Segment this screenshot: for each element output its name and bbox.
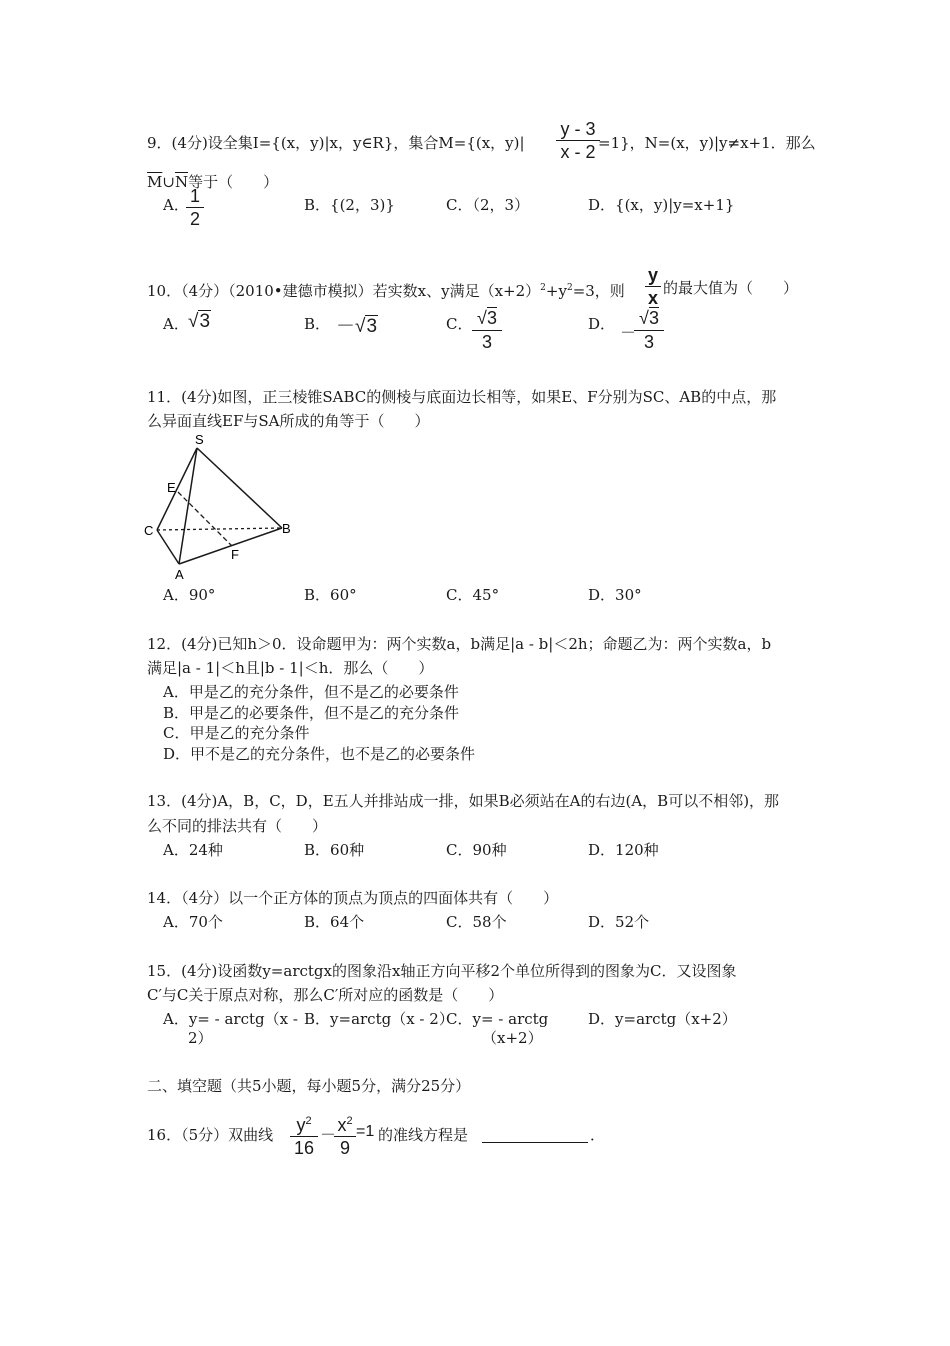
q10-stem-mid2: =3，则 — [572, 282, 625, 300]
q14-option-d: D．52个 — [588, 913, 650, 931]
q16-f2-sup: 2 — [346, 1115, 353, 1127]
q16-period: ． — [590, 1126, 606, 1144]
q13-stem-line2: 么不同的排法共有（ ） — [147, 817, 328, 835]
q16-f2-num: x — [337, 1115, 347, 1135]
q16-minus: － — [320, 1127, 337, 1144]
q13-option-b: B．60种 — [304, 841, 365, 859]
q10-stem-mid: +y — [545, 282, 567, 300]
q16-stem-suffix: 的准线方程是 — [378, 1126, 469, 1144]
q10-option-b-sqrt: －√3 — [336, 316, 378, 337]
q10-option-c-den: 3 — [481, 332, 492, 352]
q12-option-d: D．甲不是乙的充分条件，也不是乙的必要条件 — [163, 745, 476, 763]
q16-answer-blank[interactable] — [482, 1142, 588, 1143]
q10-option-a-radicand: 3 — [199, 311, 211, 332]
label-b: B — [282, 521, 291, 536]
q10-option-d-fraction: √3 3 — [634, 308, 664, 352]
q15-option-a-line2: 2） — [188, 1029, 213, 1047]
q13-option-c: C．90种 — [446, 841, 507, 859]
q10-option-b-radicand: 3 — [366, 316, 378, 337]
q10-stem-prefix: 10．（4分）（2010•建德市模拟）若实数x、y满足（x+2） — [147, 282, 541, 300]
q10-option-d-radicand: 3 — [648, 308, 659, 328]
q16-equals-one: =1 — [356, 1123, 375, 1140]
q13-option-d: D．120种 — [588, 841, 659, 859]
q11-pyramid-figure — [140, 432, 300, 582]
q11-option-d: D．30° — [588, 586, 642, 604]
q9-option-a-den: 2 — [189, 209, 200, 229]
q9-option-a-fraction — [186, 186, 204, 229]
q9-frac-num: y - 3 — [560, 119, 596, 139]
q16-fraction-1 — [290, 1111, 318, 1158]
label-e: E — [167, 480, 176, 495]
q10-option-d-sign: － — [620, 325, 637, 342]
edge-cb-hidden — [157, 528, 282, 530]
q10-sup-1: 2 — [540, 283, 546, 293]
q15-option-b: B．y=arctg（x - 2） — [304, 1010, 454, 1028]
q14-option-a: A．70个 — [163, 913, 223, 931]
q11-stem-line2: 么异面直线EF与SA所成的角等于（ ） — [147, 412, 430, 430]
q12-option-b: B．甲是乙的必要条件，但不是乙的充分条件 — [163, 704, 460, 722]
q9-option-a-label: A． — [163, 196, 189, 214]
q10-option-a-label: A． — [163, 315, 189, 333]
q9-frac-den: x - 2 — [560, 142, 596, 162]
q9-option-d: D．{(x，y)|y=x+1} — [588, 196, 735, 214]
q9-option-c: C．（2，3） — [446, 196, 530, 214]
q9-stem-suffix: =1}，N=(x，y)|y≠x+1．那么 — [598, 134, 816, 152]
q10-option-c-fraction: √3 3 — [472, 308, 502, 352]
q10-option-c-radicand: 3 — [486, 308, 497, 328]
q10-option-b-label: B． — [304, 315, 331, 333]
q9-union: ∪ — [162, 173, 175, 191]
q9-m-complement: $\overline{M}$ — [147, 173, 163, 191]
q13-stem-line1: 13．(4分)A，B，C，D，E五人并排站成一排，如果B必须站在A的右边(A，B可以不相邻)，那 — [147, 792, 780, 810]
q15-option-c-line1: C．y= - arctg — [446, 1010, 549, 1028]
q11-stem-line1: 11．(4分)如图，正三棱锥SABC的侧棱与底面边长相等，如果E、F分别为SC、AB的中点，那 — [147, 388, 777, 406]
q9-fraction — [556, 119, 600, 162]
q10-stem — [147, 278, 625, 301]
q10-stem-suffix: 的最大值为（ ） — [663, 279, 799, 297]
q10-sup-2: 2 — [566, 283, 573, 293]
q9-option-b: B．{(2，3)} — [304, 196, 395, 214]
q16-stem-prefix: 16．（5分）双曲线 — [147, 1126, 274, 1144]
label-s: S — [195, 432, 204, 447]
q14-option-b: B．64个 — [304, 913, 365, 931]
q13-option-a: A．24种 — [163, 841, 223, 859]
q11-option-b: B．60° — [304, 586, 357, 604]
edge-ca — [157, 530, 179, 564]
q15-stem-line2: C′与C关于原点对称，那么C′所对应的函数是（ ） — [147, 986, 504, 1004]
q15-option-c-line2: （x+2） — [482, 1029, 543, 1047]
q16-f2-den: 9 — [339, 1138, 350, 1158]
q14-option-c: C．58个 — [446, 913, 507, 931]
label-a: A — [175, 567, 184, 582]
edge-sb — [197, 448, 282, 528]
q10-fraction — [645, 265, 661, 308]
q11-option-c: C．45° — [446, 586, 500, 604]
q12-option-c: C．甲是乙的充分条件 — [163, 724, 310, 742]
q9-n-complement: $\overline{N}$ — [174, 173, 189, 191]
q12-option-a: A．甲是乙的充分条件，但不是乙的必要条件 — [163, 683, 459, 701]
q9-stem-prefix: 9．(4分)设全集I={(x，y)|x，y∈R}，集合M={(x，y)| — [147, 134, 525, 152]
q16-f1-num: y — [296, 1115, 306, 1135]
q12-stem-line1: 12．(4分)已知h＞0．设命题甲为：两个实数a，b满足|a - b|＜2h；命题乙为：两个实数a，b — [147, 635, 772, 653]
section-2-title: 二、填空题（共5小题，每小题5分，满分25分） — [147, 1077, 471, 1095]
label-c: C — [144, 523, 154, 538]
q15-option-a-line1: A．y= - arctg（x - — [163, 1010, 298, 1028]
q9-option-a-num: 1 — [189, 186, 200, 206]
q11-option-a: A．90° — [163, 586, 216, 604]
q10-option-a-sqrt: √3 — [188, 311, 211, 332]
q16-fraction-2 — [334, 1111, 356, 1158]
q9-line2-text: 等于（ ） — [188, 173, 279, 191]
q12-stem-line2: 满足|a - 1|＜h且|b - 1|＜h．那么（ ） — [147, 659, 434, 677]
q15-stem-line1: 15．(4分)设函数y=arctgx的图象沿x轴正方向平移2个单位所得到的图象为C．又设图象 — [147, 962, 737, 980]
q15-option-d: D．y=arctg（x+2） — [588, 1010, 737, 1028]
q10-frac-den: x — [647, 288, 658, 308]
q10-option-d-den: 3 — [643, 332, 654, 352]
q10-option-b-sign: － — [336, 316, 356, 337]
q16-f1-den: 16 — [293, 1138, 315, 1158]
label-f: F — [231, 547, 239, 562]
q14-stem: 14．（4分）以一个正方体的顶点为顶点的四面体共有（ ） — [147, 889, 559, 907]
q16-f1-sup: 2 — [305, 1115, 312, 1127]
q9-stem-line2 — [147, 172, 278, 192]
q10-option-c-label: C． — [446, 315, 473, 333]
q10-frac-num: y — [647, 265, 658, 285]
q10-option-d-label: D． — [588, 315, 616, 333]
